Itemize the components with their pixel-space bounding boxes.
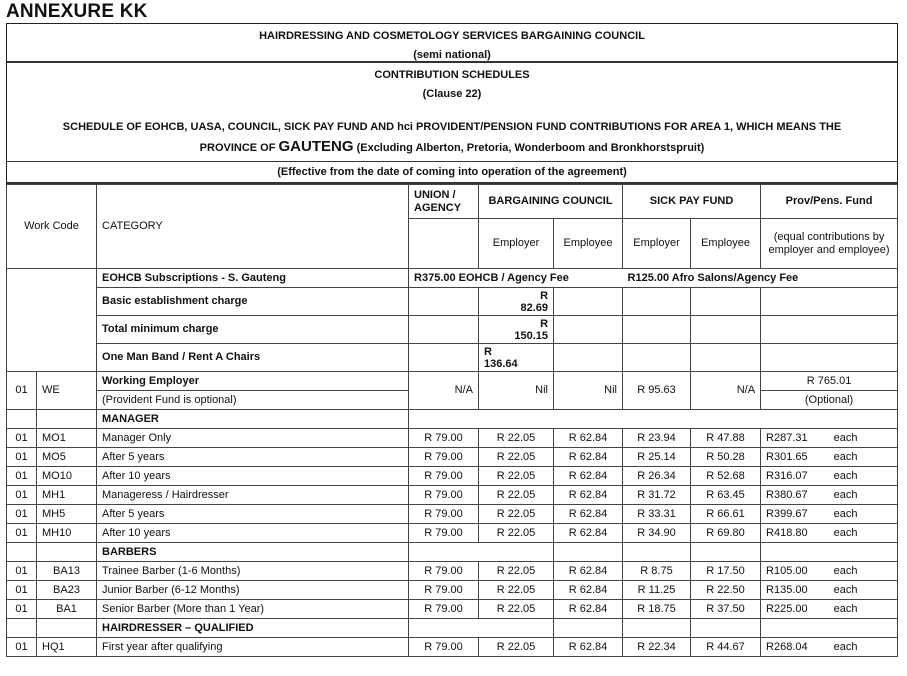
empty-cell xyxy=(691,344,761,372)
empty-cell xyxy=(554,543,623,562)
charge-value xyxy=(479,316,554,344)
sp-employer-value: R 95.63 xyxy=(623,372,691,410)
schedule-line-2-suffix: (Excluding Alberton, Pretoria, Wonderboom and Bronkhorstspruit) xyxy=(353,142,705,154)
table-row xyxy=(7,486,898,505)
work-code-number: 01 xyxy=(7,600,37,619)
empty-cell xyxy=(691,619,761,638)
prov-unit: each xyxy=(833,488,858,501)
work-code: BA1 xyxy=(37,600,97,619)
bc-employer-value: Nil xyxy=(479,372,554,410)
prov-note-header: (equal contributions by employer and employee) xyxy=(761,219,898,269)
empty-cell xyxy=(623,344,691,372)
charge-label: One Man Band / Rent A Chairs xyxy=(97,344,409,372)
sp-employer-value: R 26.34 xyxy=(623,467,691,486)
annexure-title: ANNEXURE KK xyxy=(6,1,148,22)
prov-value: R105.00 xyxy=(766,564,808,577)
category: Manageress / Hairdresser xyxy=(97,486,409,505)
work-code: MO5 xyxy=(37,448,97,467)
bc-employee-value: R 62.84 xyxy=(554,486,623,505)
empty-cell xyxy=(761,316,898,344)
empty-cell xyxy=(691,288,761,316)
category: Trainee Barber (1-6 Months) xyxy=(97,562,409,581)
table-row xyxy=(7,429,898,448)
sp-employee-value: R 44.67 xyxy=(691,638,761,657)
prov-value: R316.07 xyxy=(766,469,808,482)
charge-row xyxy=(7,288,898,316)
union-value: R 79.00 xyxy=(409,448,479,467)
empty-cell xyxy=(409,288,479,316)
empty-cell xyxy=(409,543,554,562)
union-value: R 79.00 xyxy=(409,562,479,581)
charge-value xyxy=(479,288,554,316)
bc-employer-value: R 22.05 xyxy=(479,638,554,657)
union-value: R 79.00 xyxy=(409,600,479,619)
work-code: MO10 xyxy=(37,467,97,486)
work-code-number: 01 xyxy=(7,524,37,543)
bc-employer-value: R 22.05 xyxy=(479,429,554,448)
bc-employee-value: R 62.84 xyxy=(554,505,623,524)
empty-cell xyxy=(554,619,623,638)
table-row xyxy=(7,600,898,619)
working-employer-row xyxy=(7,372,898,391)
charge-value xyxy=(479,344,554,372)
sp-employer-value: R 34.90 xyxy=(623,524,691,543)
work-code-number: 01 xyxy=(7,372,37,410)
bc-employee-value: R 62.84 xyxy=(554,562,623,581)
empty-cell xyxy=(409,619,554,638)
eohcb-fee: R375.00 EOHCB / Agency Fee xyxy=(409,269,623,288)
union-value: R 79.00 xyxy=(409,486,479,505)
sp-employee-value: R 17.50 xyxy=(691,562,761,581)
bc-employer-value: R 22.05 xyxy=(479,581,554,600)
prov-unit: each xyxy=(833,564,858,577)
empty-cell xyxy=(409,410,898,429)
prov-value: R399.67 xyxy=(766,507,808,520)
charge-label: Basic establishment charge xyxy=(97,288,409,316)
work-code: BA23 xyxy=(37,581,97,600)
document-header xyxy=(6,23,898,184)
eohcb-row xyxy=(7,269,898,288)
prov-value: R268.04 xyxy=(766,640,808,653)
clause-reference: (Clause 22) xyxy=(422,88,482,100)
work-code: MH1 xyxy=(37,486,97,505)
bc-employee-value: R 62.84 xyxy=(554,638,623,657)
section-title: CONTRIBUTION SCHEDULES xyxy=(374,69,530,81)
prov-value: R135.00 xyxy=(766,583,808,596)
prov-value: R225.00 xyxy=(766,602,808,615)
empty-cell xyxy=(7,410,37,429)
empty-cell xyxy=(691,543,761,562)
prov-value: R287.31 xyxy=(766,431,808,444)
table-row xyxy=(7,638,898,657)
prov-cell xyxy=(761,562,898,581)
category-header: CATEGORY xyxy=(97,185,409,269)
category: After 5 years xyxy=(97,448,409,467)
council-scope: (semi national) xyxy=(413,49,491,61)
empty-cell xyxy=(623,316,691,344)
empty-cell xyxy=(761,543,898,562)
prov-optional-note: (Optional) xyxy=(761,391,898,410)
section-header-row xyxy=(7,619,898,638)
empty-cell xyxy=(7,543,37,562)
prov-value: R380.67 xyxy=(766,488,808,501)
table-row xyxy=(7,467,898,486)
empty-cell xyxy=(554,288,623,316)
empty-cell xyxy=(409,344,479,372)
section-title: BARBERS xyxy=(97,543,409,562)
sp-employer-value: R 8.75 xyxy=(623,562,691,581)
sp-employer-header: Employer xyxy=(623,219,691,269)
bc-employee-value: R 62.84 xyxy=(554,448,623,467)
empty-cell xyxy=(7,619,37,638)
union-value: N/A xyxy=(409,372,479,410)
work-code-number: 01 xyxy=(7,467,37,486)
schedule-line-2-prefix: PROVINCE OF xyxy=(199,142,279,154)
eohcb-code-empty xyxy=(7,269,97,372)
prov-cell xyxy=(761,448,898,467)
category: After 5 years xyxy=(97,505,409,524)
charge-amount: 82.69 xyxy=(520,301,549,314)
bc-employee-value: R 62.84 xyxy=(554,429,623,448)
bc-employee-header: Employee xyxy=(554,219,623,269)
bc-employer-header: Employer xyxy=(479,219,554,269)
sp-employer-value: R 31.72 xyxy=(623,486,691,505)
bc-employer-value: R 22.05 xyxy=(479,486,554,505)
work-code: BA13 xyxy=(37,562,97,581)
currency-symbol: R xyxy=(540,317,549,330)
schedule-line-2 xyxy=(7,137,897,158)
prov-value: R418.80 xyxy=(766,526,808,539)
union-value: R 79.00 xyxy=(409,524,479,543)
category: After 10 years xyxy=(97,467,409,486)
category: After 10 years xyxy=(97,524,409,543)
sp-employee-value: R 66.61 xyxy=(691,505,761,524)
sp-employer-value: R 25.14 xyxy=(623,448,691,467)
empty-cell xyxy=(37,619,97,638)
bc-employer-value: R 22.05 xyxy=(479,448,554,467)
sp-employee-value: N/A xyxy=(691,372,761,410)
bc-employee-value: R 62.84 xyxy=(554,524,623,543)
prov-cell xyxy=(761,638,898,657)
prov-cell xyxy=(761,505,898,524)
empty-cell xyxy=(761,619,898,638)
bc-employer-value: R 22.05 xyxy=(479,600,554,619)
prov-unit: each xyxy=(833,431,858,444)
union-value: R 79.00 xyxy=(409,429,479,448)
work-code-number: 01 xyxy=(7,486,37,505)
schedule-header xyxy=(7,63,897,162)
province-name: GAUTENG xyxy=(278,138,354,155)
prov-value: R301.65 xyxy=(766,450,808,463)
schedule-description xyxy=(7,118,897,158)
bc-employee-value: Nil xyxy=(554,372,623,410)
eohcb-label: EOHCB Subscriptions - S. Gauteng xyxy=(97,269,409,288)
bc-employee-value: R 62.84 xyxy=(554,600,623,619)
work-code-number: 01 xyxy=(7,505,37,524)
work-code: MH10 xyxy=(37,524,97,543)
empty-cell xyxy=(691,316,761,344)
bc-employer-value: R 22.05 xyxy=(479,562,554,581)
empty-cell xyxy=(554,316,623,344)
union-subheader-empty xyxy=(409,219,479,269)
union-agency-header: UNION / AGENCY xyxy=(409,185,479,219)
prov-unit: each xyxy=(833,602,858,615)
section-title: HAIRDRESSER – QUALIFIED xyxy=(97,619,409,638)
table-row xyxy=(7,581,898,600)
prov-cell xyxy=(761,486,898,505)
afro-salons-fee: R125.00 Afro Salons/Agency Fee xyxy=(623,269,898,288)
union-value: R 79.00 xyxy=(409,581,479,600)
section-title: MANAGER xyxy=(97,410,409,429)
prov-unit: each xyxy=(833,583,858,596)
work-code: MH5 xyxy=(37,505,97,524)
category: Senior Barber (More than 1 Year) xyxy=(97,600,409,619)
working-employer-label: Working Employer xyxy=(97,372,409,391)
prov-unit: each xyxy=(833,526,858,539)
prov-pens-fund-header: Prov/Pens. Fund xyxy=(761,185,898,219)
contribution-table xyxy=(6,184,898,657)
table-row xyxy=(7,505,898,524)
prov-value: R 765.01 xyxy=(761,372,898,391)
bargaining-council-header: BARGAINING COUNCIL xyxy=(479,185,623,219)
prov-cell xyxy=(761,429,898,448)
work-code-number: 01 xyxy=(7,448,37,467)
work-code-number: 01 xyxy=(7,562,37,581)
work-code-header: Work Code xyxy=(7,185,97,269)
charge-amount: 136.64 xyxy=(484,357,518,370)
sp-employer-value: R 22.34 xyxy=(623,638,691,657)
sp-employer-value: R 23.94 xyxy=(623,429,691,448)
sp-employee-value: R 37.50 xyxy=(691,600,761,619)
bc-employee-value: R 62.84 xyxy=(554,581,623,600)
working-employer-note: (Provident Fund is optional) xyxy=(97,391,409,410)
work-code: HQ1 xyxy=(37,638,97,657)
section-header-row xyxy=(7,543,898,562)
bc-employer-value: R 22.05 xyxy=(479,505,554,524)
sp-employee-header: Employee xyxy=(691,219,761,269)
category: First year after qualifying xyxy=(97,638,409,657)
union-value: R 79.00 xyxy=(409,467,479,486)
prov-cell xyxy=(761,600,898,619)
section-header-row xyxy=(7,410,898,429)
prov-unit: each xyxy=(833,640,858,653)
prov-cell xyxy=(761,581,898,600)
work-code: WE xyxy=(37,372,97,410)
sick-pay-fund-header: SICK PAY FUND xyxy=(623,185,761,219)
work-code-number: 01 xyxy=(7,638,37,657)
schedule-line-1: SCHEDULE OF EOHCB, UASA, COUNCIL, SICK PAY FUND AND hci PROVIDENT/PENSION FUND CONTRIBUTIONS FOR AREA 1, WHICH MEANS THE xyxy=(62,121,842,133)
bc-employee-value: R 62.84 xyxy=(554,467,623,486)
charge-row xyxy=(7,344,898,372)
union-value: R 79.00 xyxy=(409,505,479,524)
prov-unit: each xyxy=(833,450,858,463)
empty-cell xyxy=(623,288,691,316)
charge-label: Total minimum charge xyxy=(97,316,409,344)
table-row xyxy=(7,562,898,581)
table-row xyxy=(7,448,898,467)
empty-cell xyxy=(623,543,691,562)
union-value: R 79.00 xyxy=(409,638,479,657)
work-code-number: 01 xyxy=(7,429,37,448)
work-code-number: 01 xyxy=(7,581,37,600)
sp-employer-value: R 18.75 xyxy=(623,600,691,619)
charge-row xyxy=(7,316,898,344)
prov-unit: each xyxy=(833,469,858,482)
prov-cell xyxy=(761,524,898,543)
sp-employee-value: R 69.80 xyxy=(691,524,761,543)
council-header xyxy=(7,24,897,63)
sp-employee-value: R 22.50 xyxy=(691,581,761,600)
sp-employee-value: R 52.68 xyxy=(691,467,761,486)
currency-symbol: R xyxy=(540,289,549,302)
empty-cell xyxy=(761,288,898,316)
currency-symbol: R xyxy=(484,345,492,358)
sp-employer-value: R 11.25 xyxy=(623,581,691,600)
sp-employer-value: R 33.31 xyxy=(623,505,691,524)
empty-cell xyxy=(409,316,479,344)
council-name: HAIRDRESSING AND COSMETOLOGY SERVICES BARGAINING COUNCIL xyxy=(259,30,645,42)
empty-cell xyxy=(761,344,898,372)
category: Junior Barber (6-12 Months) xyxy=(97,581,409,600)
sp-employee-value: R 63.45 xyxy=(691,486,761,505)
empty-cell xyxy=(37,543,97,562)
sp-employee-value: R 50.28 xyxy=(691,448,761,467)
sp-employee-value: R 47.88 xyxy=(691,429,761,448)
table-row xyxy=(7,524,898,543)
empty-cell xyxy=(554,344,623,372)
header-row-1 xyxy=(7,185,898,219)
prov-cell xyxy=(761,467,898,486)
bc-employer-value: R 22.05 xyxy=(479,467,554,486)
prov-unit: each xyxy=(833,507,858,520)
empty-cell xyxy=(623,619,691,638)
charge-amount: 150.15 xyxy=(514,329,549,342)
bc-employer-value: R 22.05 xyxy=(479,524,554,543)
empty-cell xyxy=(37,410,97,429)
work-code: MO1 xyxy=(37,429,97,448)
category: Manager Only xyxy=(97,429,409,448)
effective-date-note: (Effective from the date of coming into operation of the agreement) xyxy=(7,162,897,184)
